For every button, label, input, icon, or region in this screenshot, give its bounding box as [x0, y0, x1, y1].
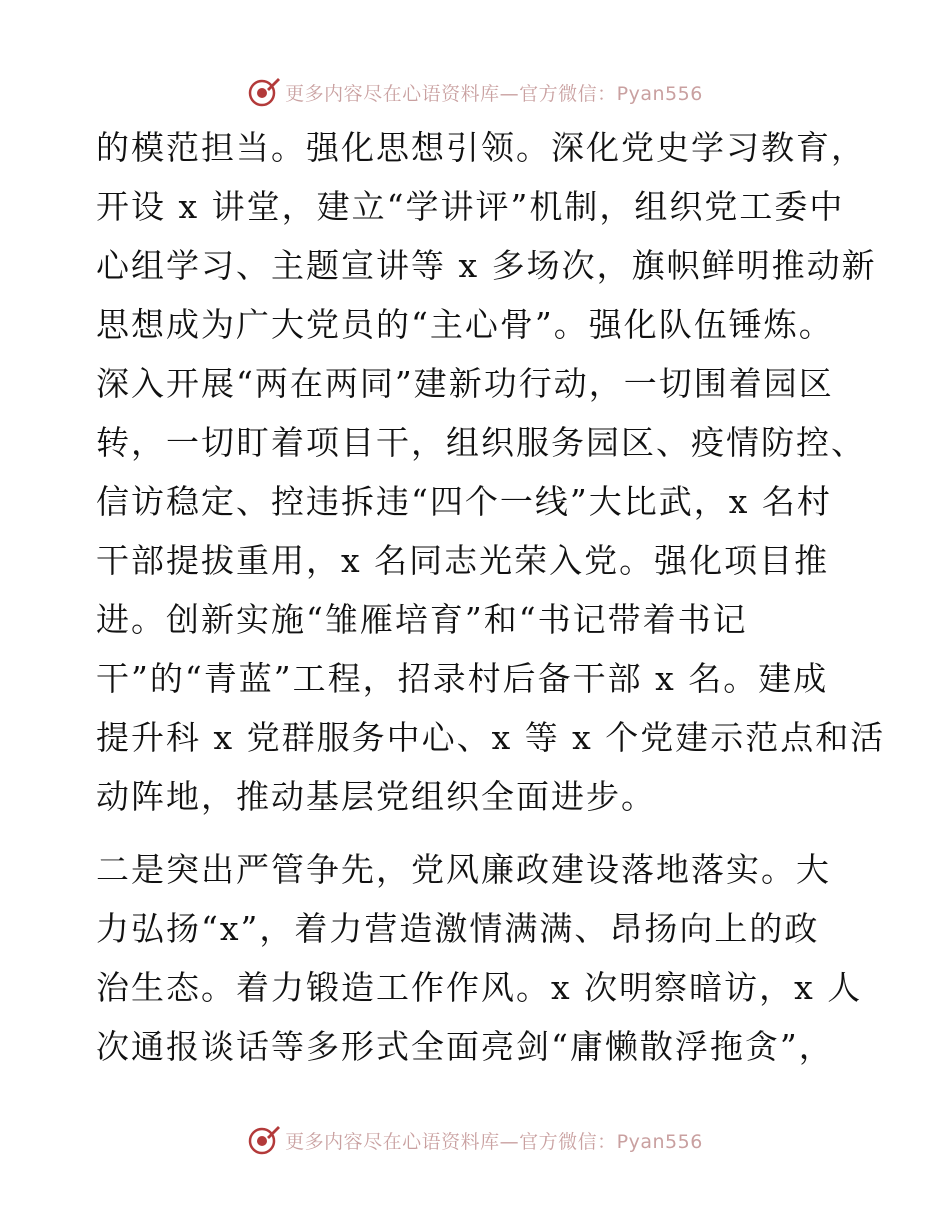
paragraph — [96, 118, 886, 826]
text-line: 进。创新实施“雏雁培育”和“书记带着书记 — [96, 600, 748, 639]
text-line: 力弘扬“x”，着力营造激情满满、昂扬向上的政 — [96, 909, 820, 948]
header-watermark — [0, 72, 950, 112]
text-line: 深入开展“两在两同”建新功行动，一切围着园区 — [96, 364, 834, 403]
text-line: 动阵地，推动基层党组织全面进步。 — [96, 777, 656, 816]
footer-watermark — [0, 1120, 950, 1160]
text-line: 信访稳定、控违拆违“四个一线”大比武，x 名村 — [96, 482, 832, 521]
document-body — [96, 118, 886, 1076]
text-line: 思想成为广大党员的“主心骨”。强化队伍锤炼。 — [96, 305, 834, 344]
text-line: 转，一切盯着项目干，组织服务园区、疫情防控、 — [96, 423, 866, 462]
watermark-text: 更多内容尽在心语资料库—官方微信：Pyan556 — [285, 1130, 703, 1153]
paragraph-spacer — [96, 826, 856, 840]
text-line: 二是突出严管争先，党风廉政建设落地落实。大 — [96, 850, 831, 889]
text-line: 心组学习、主题宣讲等 x 多场次，旗帜鲜明推动新 — [96, 246, 877, 285]
text-line: 干部提拔重用，x 名同志光荣入党。强化项目推 — [96, 541, 830, 580]
text-line: 提升科 x 党群服务中心、x 等 x 个党建示范点和活 — [96, 718, 886, 757]
text-line: 次通报谈话等多形式全面亮剑“庸懒散浮拖贪”， — [96, 1027, 834, 1066]
watermark-text: 更多内容尽在心语资料库—官方微信：Pyan556 — [285, 82, 703, 105]
text-line: 的模范担当。强化思想引领。深化党史学习教育， — [96, 128, 866, 167]
text-line: 开设 x 讲堂，建立“学讲评”机制，组织党工委中 — [96, 187, 845, 226]
text-line: 治生态。着力锻造工作作风。x 次明察暗访，x 人 — [96, 968, 863, 1007]
pen-logo-icon — [247, 75, 281, 109]
pen-logo-icon — [247, 1123, 281, 1157]
paragraph — [96, 840, 863, 1076]
text-line: 干”的“青蓝”工程，招录村后备干部 x 名。建成 — [96, 659, 829, 698]
